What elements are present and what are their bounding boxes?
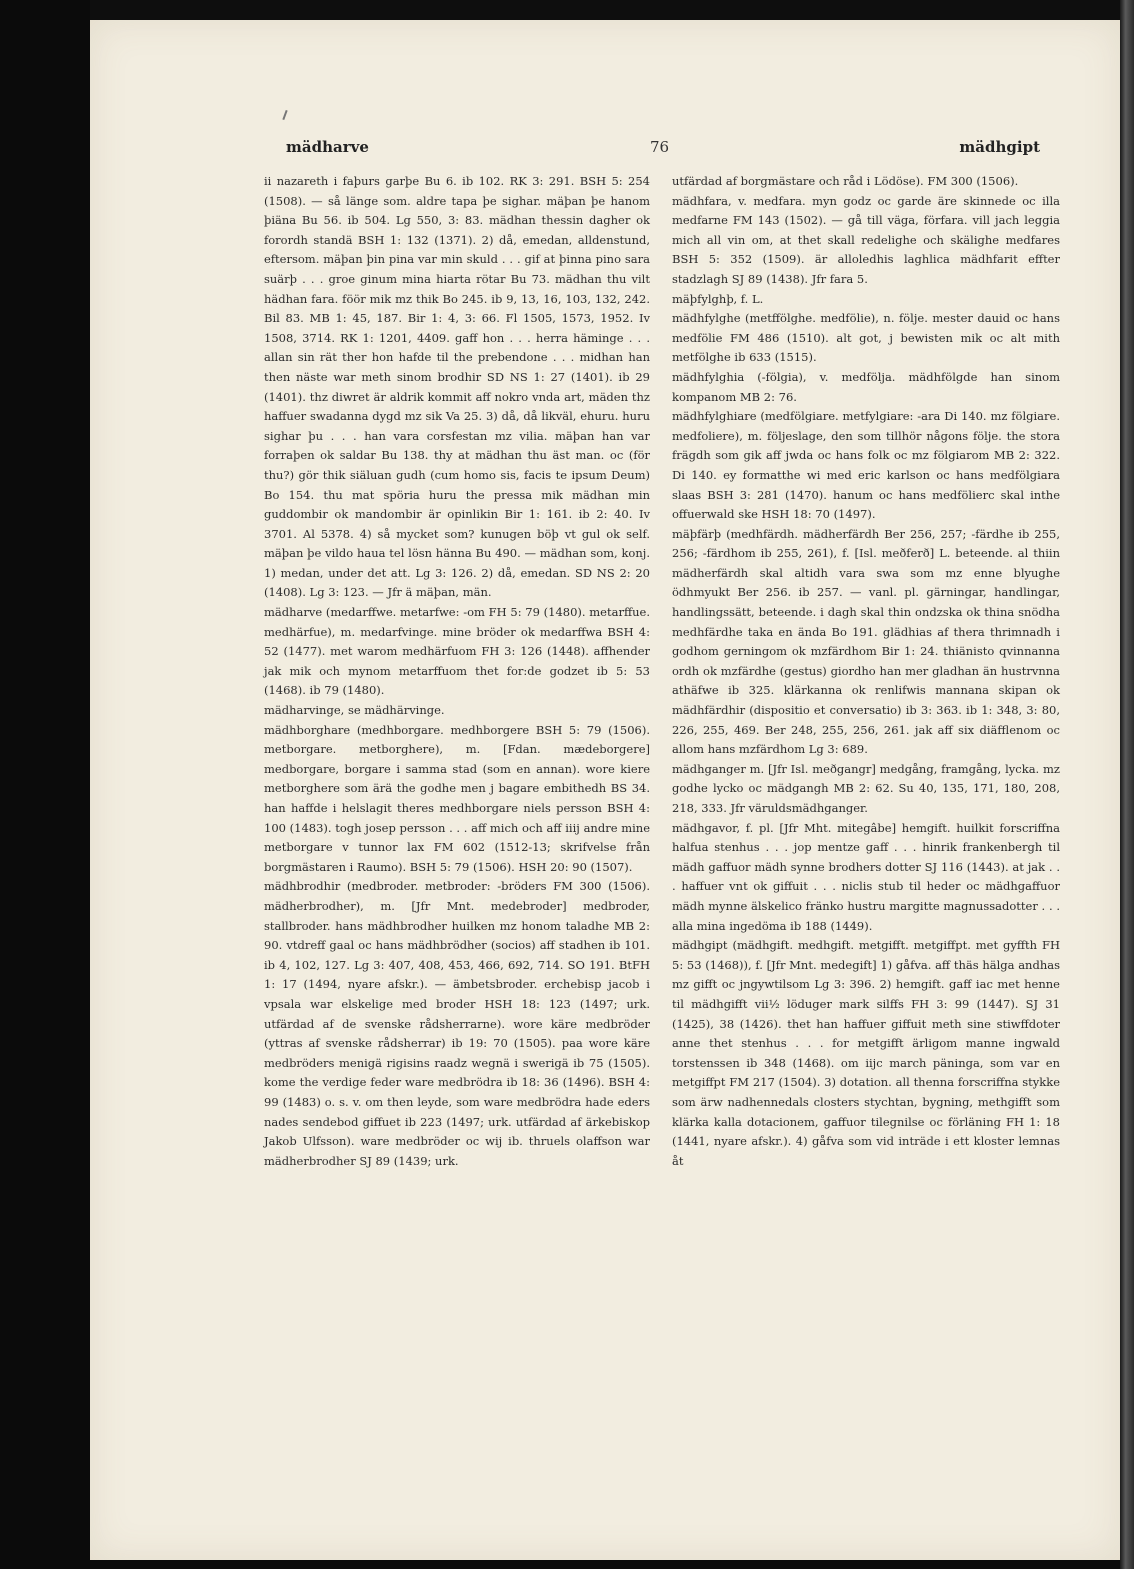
entry-madhfara: mädhfara, v. medfara. myn godz oc garde äre skinnede oc illa medfarne FM 143 (1502). — gå till väga, förfara. vill jach leggia mich all vin om, at thet skall redelighe och skälighe medfares BSH 5: 352 (1509). är alloledhis laghlica mädhfarit effter stadzlagh SJ 89 (1438). Jfr fara 5. — [672, 193, 1060, 286]
left-column — [264, 172, 650, 1171]
entry-madhan-continued: ii nazareth i faþurs garþe Bu 6. ib 102. RK 3: 291. BSH 5: 254 (1508). — så länge som. aldre tapa þe sighar. mäþan þe hanom þiäna Bu 56. ib 504. Lg 550, 3: 83. mädhan thessin dagher ok forordh standä BSH 1: 132 (1371). 2) då, emedan, alldenstund, eftersom. mäþan þin pina var min skuld . . . gif at þinna pino sara suärþ . . . groe ginum mina hiarta rötar Bu 73. mädhan thu vilt hädhan fara. föör mik mz thik Bo 245. ib 9, 13, 16, 103, 132, 242. Bil 83. MB 1: 45, 187. Bir 1: 4, 3: 66. Fl 1505, 1573, 1952. Iv 1508, 3714. RK 1: 1201, 4409. gaff hon . . . herra häminge . . . allan sin rät ther hon hafde til the prebendone . . . midhan han then näste war meth sinom brodhir SD NS 1: 27 (1401). ib 29 (1401). thz diwret är aldrik kommit aff nokro vnda art, mäden thz haffuer swadanna dygd mz sik Va 25. 3) då, då likväl, ehuru. huru sighar þu . . . han vara corsfestan mz vilia. mäþan han var forraþen ok saldar Bu 138. thy at mädhan thu äst man. oc (för thu?) gör thik siäluan gudh (cum homo sis, facis te ipsum Deum) Bo 154. thu mat spöria huru the pressa mik mädhan min guddombir ok mandombir är opinlikin Bir 1: 161. ib 2: 40. Iv 3701. Al 5378. 4) så mycket som? kunugen böþ vt gul ok self. mäþan þe vildo haua tel lösn hänna Bu 490. — mädhan som, konj. 1) medan, under det att. Lg 3: 126. 2) då, emedan. SD NS 2: 20 (1408). Lg 3: 123. — Jfr ä mäþan, män. — [264, 174, 650, 600]
entry-madhfylghia: mädhfylghia (-fölgia), v. medfölja. mädhfölgde han sinom kompanom MB 2: 76. — [672, 369, 1060, 404]
entry-madhbrodhir-continued: utfärdad af borgmästare och råd i Lödöse). FM 300 (1506). — [672, 174, 1019, 188]
entry-madhganger: mädhganger m. [Jfr Isl. meðgangr] medgång, framgång, lycka. mz godhe lycko oc mädgangh MB 2: 62. Su 40, 135, 171, 180, 208, 218, 333. Jfr väruldsmädhganger. — [672, 761, 1060, 815]
entry-madhbrodhir: mädhbrodhir (medbroder. metbroder: -bröders FM 300 (1506). mädherbrodher), m. [Jfr Mnt. medebroder] medbroder, stallbroder. hans mädhbrodher huilken mz honom taladhe MB 2: 90. vtdreff gaal oc hans mädhbrödher (socios) aff stadhen ib 101. ib 4, 102, 127. Lg 3: 407, 408, 453, 466, 692, 714. SO 191. BtFH 1: 17 (1494, nyare afskr.). — ämbetsbroder. erchebisp jacob i vpsala war elskelige med broder HSH 18: 123 (1497; urk. utfärdad af de svenske rådsherrarne). wore käre medbröder (yttras af svenske rådsherrar) ib 19: 70 (1505). paa wore käre medbröders menigä rigisins raadz wegnä i swerigä ib 75 (1505). kome the verdige feder ware medbrödra ib 18: 36 (1496). BSH 4: 99 (1483) o. s. v. om then leyde, som ware medbrödra hade eders nades sendebod giffuet ib 223 (1497; urk. utfärdad af ärkebiskop Jakob Ulfsson). ware medbröder oc wij ib. thruels olaffson war mädherbrodher SJ 89 (1439; urk. — [264, 879, 650, 1168]
entry-madhgipt: mädhgipt (mädhgift. medhgift. metgifft. metgiffpt. met gyffth FH 5: 53 (1468)), f. [Jfr Mnt. medegift] 1) gåfva. aff thäs hälga andhas mz gifft oc jngywtilsom Lg 3: 396. 2) hemgift. gaff iac met henne til mädhgifft vii½ löduger mark silffs FH 3: 99 (1447). SJ 31 (1425), 38 (1426). thet han haffuer giffuit meth sine stiwffdoter anne thet stenhus . . . for metgifft ärligom manne ingwald torstenssen ib 348 (1468). om iijc march päninga, som var en metgiffpt FM 217 (1504). 3) dotation. all thenna forscriffna stykke som ärw nadhennedals closters stychtan, bygning, methgifft som klärka kalla dotacionem, gaffuor tilegnilse oc förläning FH 1: 18 (1441, nyare afskr.). 4) gåfva som vid inträde i ett kloster lemnas åt — [672, 938, 1060, 1168]
entry-madharvinge: mädharvinge, se mädhärvinge. — [264, 703, 445, 718]
running-header — [286, 138, 1040, 162]
entry-madharve: mädharve (medarffwe. metarfwe: -om FH 5: 79 (1480). metarffue. medhärfue), m. medarfvinge. mine bröder ok medarffwa BSH 4: 52 (1477). met warom medhärfuom FH 3: 126 (1448). affhender jak mik och mynom metarffuom thet for:de godzet ib 5: 53 (1468). ib 79 (1480). — [264, 605, 650, 698]
scan-right-edge — [1120, 0, 1134, 1569]
entry-madhfylghe: mädhfylghe (metffölghe. medfölie), n. följe. mester dauid oc hans medfölie FM 486 (1510). alt got, j bewisten mik oc alt mith metfölghe ib 633 (1515). — [672, 311, 1060, 365]
entry-madhgavor: mädhgavor, f. pl. [Jfr Mht. mitegâbe] hemgift. huilkit forscriffna halfua stenhus . . . jop mentze gaff . . . hinrik frankenbergh til mädh gaffuor mädh synne brodhers dotter SJ 116 (1443). at jak . . . haffuer vnt ok giffuit . . . niclis stub til heder oc mädhgaffuor mädh mynne älskelico fränko hustru margitte magnussadotter . . . alla mina ingedöma ib 188 (1449). — [672, 820, 1060, 933]
entry-mathfylghth: mäþfylghþ, f. L. — [672, 291, 764, 306]
entry-madhborghare: mädhborghare (medhborgare. medhborgere BSH 5: 79 (1506). metborgare. metborghere), m. [Fdan. mædeborgere] medborgare, borgare i samma stad (som en annan). wore kiere metborghere som ärä the godhe men j bagare embithedh BS 34. han haffde i helslagit theres medhborgare niels persson BSH 4: 100 (1483). togh josep persson . . . aff mich och aff iiij andre mine metborgare v tunnor lax FM 602 (1512-13; skrifvelse från borgmästaren i Raumo). BSH 5: 79 (1506). HSH 20: 90 (1507). — [264, 722, 650, 874]
right-running-headword: mädhgipt — [959, 138, 1040, 156]
left-running-headword: mädharve — [286, 138, 369, 156]
entry-madhfylghiare: mädhfylghiare (medfölgiare. metfylgiare: -ara Di 140. mz fölgiare. medfoliere), m. följeslage, den som tillhör någons följe. the stora frägdh som gik aff jwda oc hans folk oc mz fölgiarom MB 2: 322. Di 140. ey formatthe wi med eric karlson oc hans medfölgiara slaas BSH 3: 281 (1470). hanum oc hans medfölierc skal inthe offuerwald ske HSH 18: 70 (1497). — [672, 409, 1060, 522]
entry-mathfarth: mäþfärþ (medhfärdh. mädherfärdh Ber 256, 257; -färdhe ib 255, 256; -färdhom ib 255, 261), f. [Isl. meðferð] L. beteende. al thiin mädherfärdh skal altidh vara swa som mz enne blyughe ödhmyukt Ber 256. ib 257. — vanl. pl. gärningar, handlingar, handlingssätt, beteende. i dagh skal thin ondzska ok thina snödha medhfärdhe taka en ända Bo 191. glädhias af thera thrimnadh i godhom gerningom ok mzfärdhom Bir 1: 24. thiänisto qvinnanna ordh ok mzfärdhe (gestus) giordho han mer gladhan än hustrvnna athäfwe ib 325. klärkanna ok renlifwis mannana skipan ok mädhfärdhir (dispositio et conversatio) ib 3: 363. ib 1: 348, 3: 80, 226, 255, 469. Ber 248, 255, 256, 261. jak aff six diäfflenom oc allom hans mzfärdhom Lg 3: 689. — [672, 526, 1060, 757]
right-column — [672, 172, 1060, 1171]
scan-top-edge — [90, 0, 1134, 20]
page-number: 76 — [650, 138, 670, 156]
